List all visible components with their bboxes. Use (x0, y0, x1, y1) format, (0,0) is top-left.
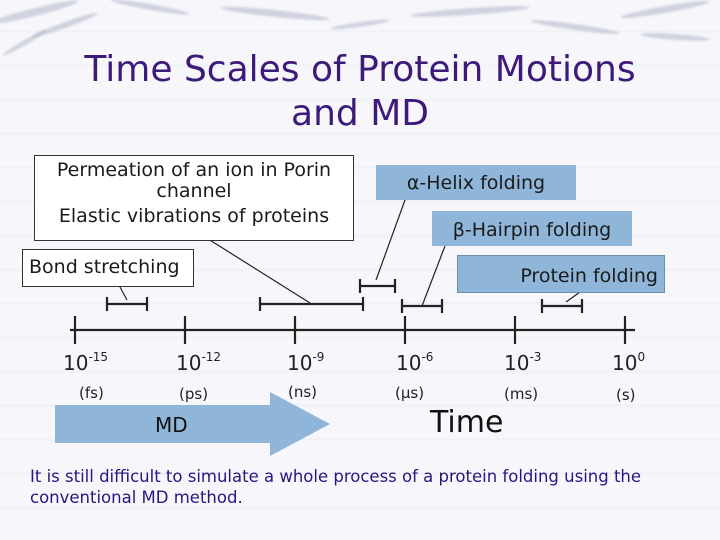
tick-label-ms: $10^{-3}$ (504, 350, 542, 375)
box-bond-stretching (22, 249, 194, 287)
unit-ms: (ms) (504, 385, 539, 403)
protein-label: Protein folding (520, 265, 658, 287)
unit-s: (s) (616, 386, 636, 404)
title-line-2: and MD (291, 93, 429, 134)
permeation-line-1: Permeation of an ion in Porin (56, 159, 332, 181)
footnote (30, 466, 700, 508)
helix-label: α-Helix folding (406, 172, 546, 194)
elastic-label: Elastic vibrations of proteins (58, 205, 330, 227)
pointer-elastic (205, 237, 310, 303)
box-helix-folding (376, 165, 576, 200)
tick-label-fs: $10^{-15}$ (63, 350, 109, 375)
box-protein-folding (457, 255, 665, 293)
pointer-helix (376, 200, 405, 280)
bond-label: Bond stretching (29, 256, 180, 278)
permeation-line-2: channel (156, 180, 232, 202)
unit-us: (μs) (395, 384, 425, 402)
unit-fs: (fs) (79, 384, 104, 402)
range-hairpin (402, 299, 442, 313)
unit-ps: (ps) (179, 385, 209, 403)
title-line-1: Time Scales of Protein Motions (84, 49, 636, 90)
hairpin-label: β-Hairpin folding (452, 219, 612, 241)
range-permeation (260, 297, 363, 311)
box-hairpin-folding (432, 211, 632, 246)
time-label: Time (430, 405, 504, 440)
pointer-bond (120, 287, 127, 300)
unit-ns: (ns) (288, 383, 318, 401)
range-protein (542, 299, 582, 313)
pointer-hairpin (422, 246, 445, 306)
box-permeation-elastic (34, 155, 354, 241)
range-helix (360, 279, 395, 293)
md-label: MD (155, 413, 188, 437)
tick-label-us: $10^{-6}$ (396, 350, 434, 375)
footnote-line-1: It is still difficult to simulate a whole process of a protein folding using the (30, 467, 642, 486)
tick-label-ps: $10^{-12}$ (176, 350, 222, 375)
tick-label-ns: $10^{-9}$ (287, 350, 325, 375)
footnote-line-2: conventional MD method. (30, 488, 243, 507)
tick-label-s: $10^0$ (612, 350, 646, 375)
